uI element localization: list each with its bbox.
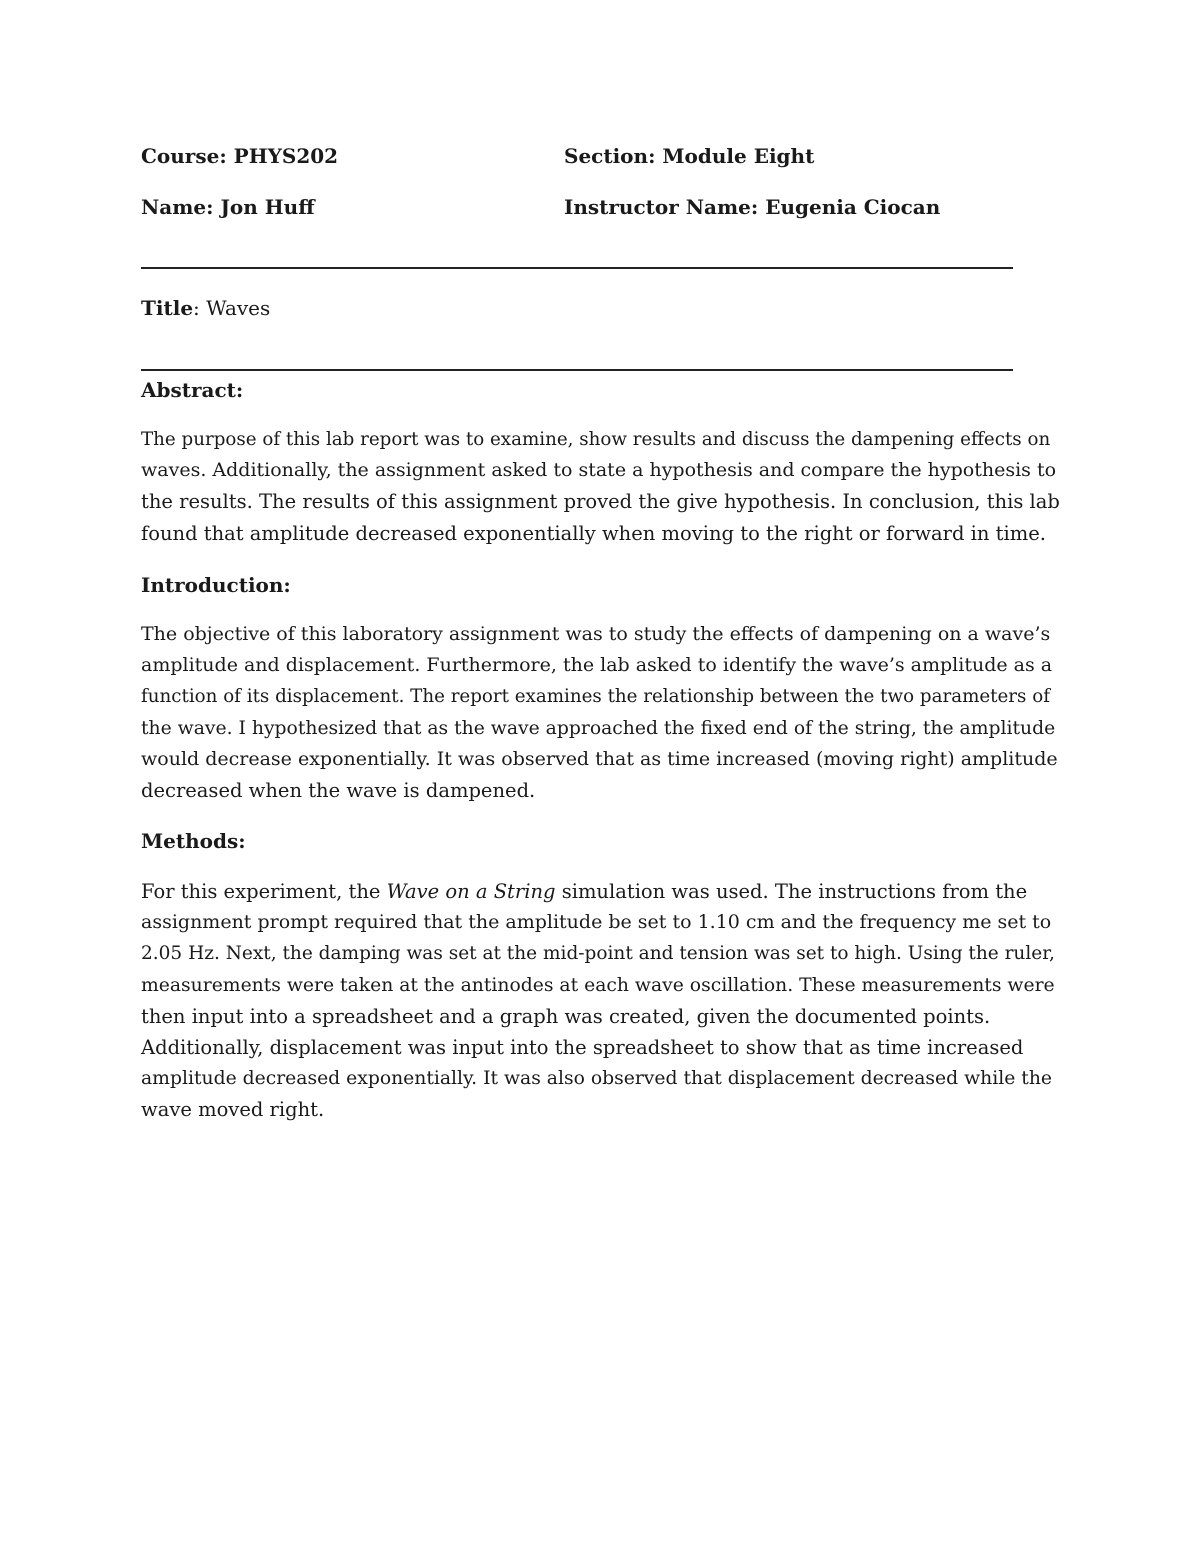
methods-line: then input into a spreadsheet and a graph was created, given the documented points. <box>141 1004 991 1028</box>
introduction-line: would decrease exponentially. It was observed that as time increased (moving right) amplitude <box>141 747 1058 770</box>
course-label: Course: PHYS202 <box>141 144 339 168</box>
methods-line <box>141 876 1061 907</box>
methods-paragraph <box>141 876 1061 1126</box>
methods-heading: Methods: <box>141 829 246 853</box>
simulation-name: Wave on a String <box>386 880 556 903</box>
methods-line: amplitude decreased exponentially. It was also observed that displacement decreased while the <box>141 1068 1052 1090</box>
header-divider <box>141 267 1013 269</box>
methods-line: measurements were taken at the antinodes at each wave oscillation. These measurements were <box>141 974 1055 996</box>
introduction-line: decreased when the wave is dampened. <box>141 779 536 803</box>
abstract-heading: Abstract: <box>141 378 244 402</box>
title-divider <box>141 369 1013 371</box>
abstract-line: The purpose of this lab report was to examine, show results and discuss the dampening effects on <box>141 429 1051 450</box>
methods-line: wave moved right. <box>141 1098 325 1122</box>
introduction-paragraph <box>141 619 1061 806</box>
introduction-heading: Introduction: <box>141 573 291 597</box>
title-label: Title <box>141 296 194 320</box>
section-label: Section: Module Eight <box>564 144 815 168</box>
instructor-name-label: Instructor Name: Eugenia Ciocan <box>564 195 941 219</box>
methods-line: Additionally, displacement was input into the spreadsheet to show that as time increased <box>141 1036 1024 1060</box>
methods-line: assignment prompt required that the amplitude be set to 1.10 cm and the frequency me set to <box>141 911 1052 934</box>
report-title <box>141 296 270 320</box>
methods-line: 2.05 Hz. Next, the damping was set at the mid-point and tension was set to high. Using the ruler, <box>141 943 1055 965</box>
abstract-paragraph <box>141 424 1061 549</box>
methods-line1-start: For this experiment, the <box>141 880 387 903</box>
introduction-line: the wave. I hypothesized that as the wave approached the fixed end of the string, the amplitude <box>141 717 1056 739</box>
methods-line1-end: simulation was used. The instructions from the <box>555 880 1028 903</box>
abstract-line: waves. Additionally, the assignment asked to state a hypothesis and compare the hypothesis to <box>141 459 1057 482</box>
introduction-line: amplitude and displacement. Furthermore, the lab asked to identify the wave’s amplitude as a <box>141 654 1053 677</box>
student-name-label: Name: Jon Huff <box>141 195 315 219</box>
abstract-line: found that amplitude decreased exponentially when moving to the right or forward in time. <box>141 521 1046 545</box>
title-value: : Waves <box>193 296 271 320</box>
introduction-line: function of its displacement. The report examines the relationship between the two parameters of <box>141 686 1050 708</box>
abstract-line: the results. The results of this assignment proved the give hypothesis. In conclusion, this lab <box>141 490 1060 514</box>
introduction-line: The objective of this laboratory assignment was to study the effects of dampening on a wave’s <box>141 623 1051 645</box>
